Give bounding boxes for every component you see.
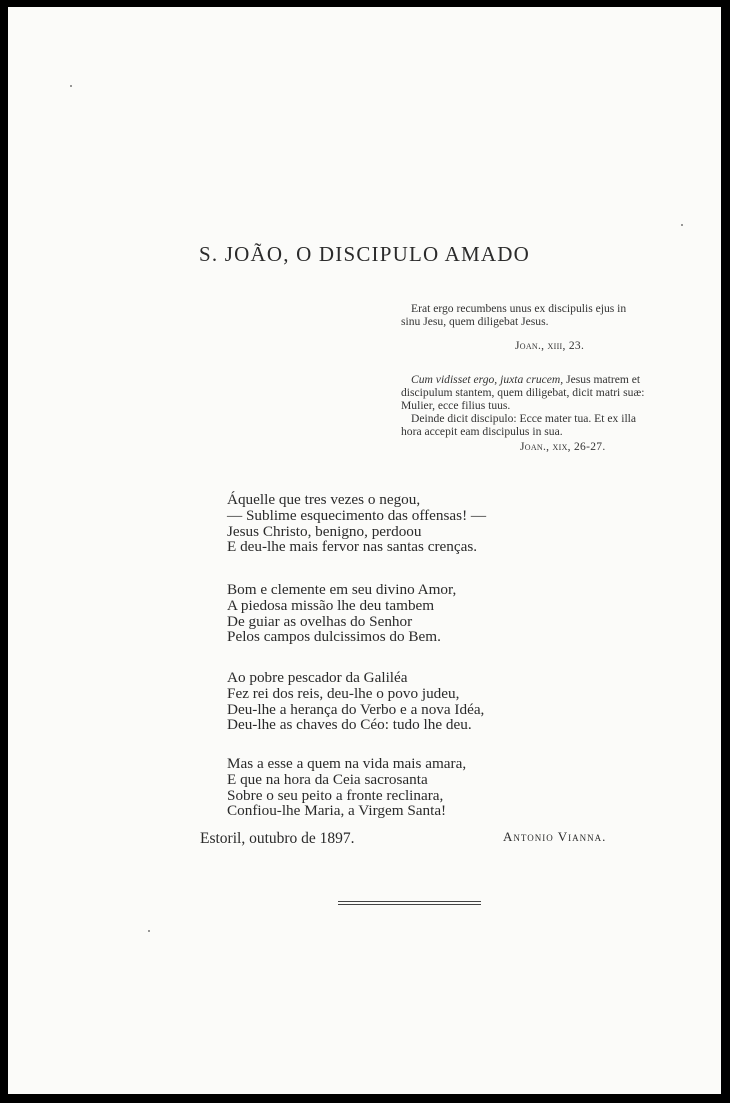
closing-rule-bottom: [338, 904, 481, 905]
verse-line: E que na hora da Ceia sacrosanta: [227, 770, 428, 788]
speck: [70, 85, 72, 87]
epigraph-2-text-1: Jesus matrem et discipulum stantem, quem diligebat, dicit matri suæ: Mulier, ecce filius tuus.: [401, 373, 645, 412]
epigraph-2-italic: Cum vidisset ergo, juxta crucem,: [411, 373, 564, 386]
poem-title: S. JOÃO, O DISCIPULO AMADO: [198, 242, 531, 266]
verse-line: Pelos campos dulcissimos do Bem.: [227, 628, 441, 646]
epigraph-2: [401, 373, 646, 438]
epigraph-1: Erat ergo recumbens unus ex discipulis ejus in sinu Jesu, quem diligebat Jesus.: [401, 302, 627, 328]
verse-line: Confiou-lhe Maria, a Virgem Santa!: [227, 802, 447, 820]
speck: [681, 224, 683, 226]
epigraph-2-reference: Joan., xix, 26-27.: [520, 441, 606, 453]
stanza-1: [227, 492, 486, 555]
verse-line: Sobre o seu peito a fronte reclinara,: [227, 786, 444, 804]
closing-rule-top: [338, 901, 481, 902]
document-page: [8, 7, 721, 1094]
epigraph-1-reference: Joan., xiii, 23.: [515, 340, 585, 352]
verse-line: Ao pobre pescador da Galiléa: [227, 669, 408, 686]
stanza-3: [227, 670, 484, 733]
epigraph-2-paragraph-1: [401, 373, 646, 412]
verse-line: Deu-lhe a herança do Verbo e a nova Idéa,: [227, 700, 485, 718]
verse-line: Jesus Christo, benigno, perdoou: [227, 522, 422, 540]
verse-line: Fez rei dos reis, deu-lhe o povo judeu,: [227, 684, 460, 702]
speck: [148, 930, 150, 932]
place-date: Estoril, outubro de 1897.: [200, 830, 355, 847]
verse-line: Áquelle que tres vezes o negou,: [227, 491, 421, 508]
verse-line: Deu-lhe as chaves do Céo: tudo lhe deu.: [227, 716, 472, 734]
verse-line: A piedosa missão lhe deu tambem: [227, 596, 435, 614]
author-signature: Antonio Vianna.: [503, 829, 607, 844]
stanza-4: [227, 756, 466, 819]
verse-line: Mas a esse a quem na vida mais amara,: [227, 755, 467, 772]
epigraph-2-paragraph-2: Deinde dicit discipulo: Ecce mater tua. Et ex illa hora accepit eam discipulus in sua.: [401, 412, 637, 438]
verse-line: De guiar as ovelhas do Senhor: [227, 612, 413, 630]
verse-line: Bom e clemente em seu divino Amor,: [227, 581, 457, 598]
verse-line: E deu-lhe mais fervor nas santas crenças.: [227, 538, 478, 556]
verse-line: — Sublime esquecimento das offensas! —: [227, 506, 487, 524]
stanza-2: [227, 582, 456, 645]
